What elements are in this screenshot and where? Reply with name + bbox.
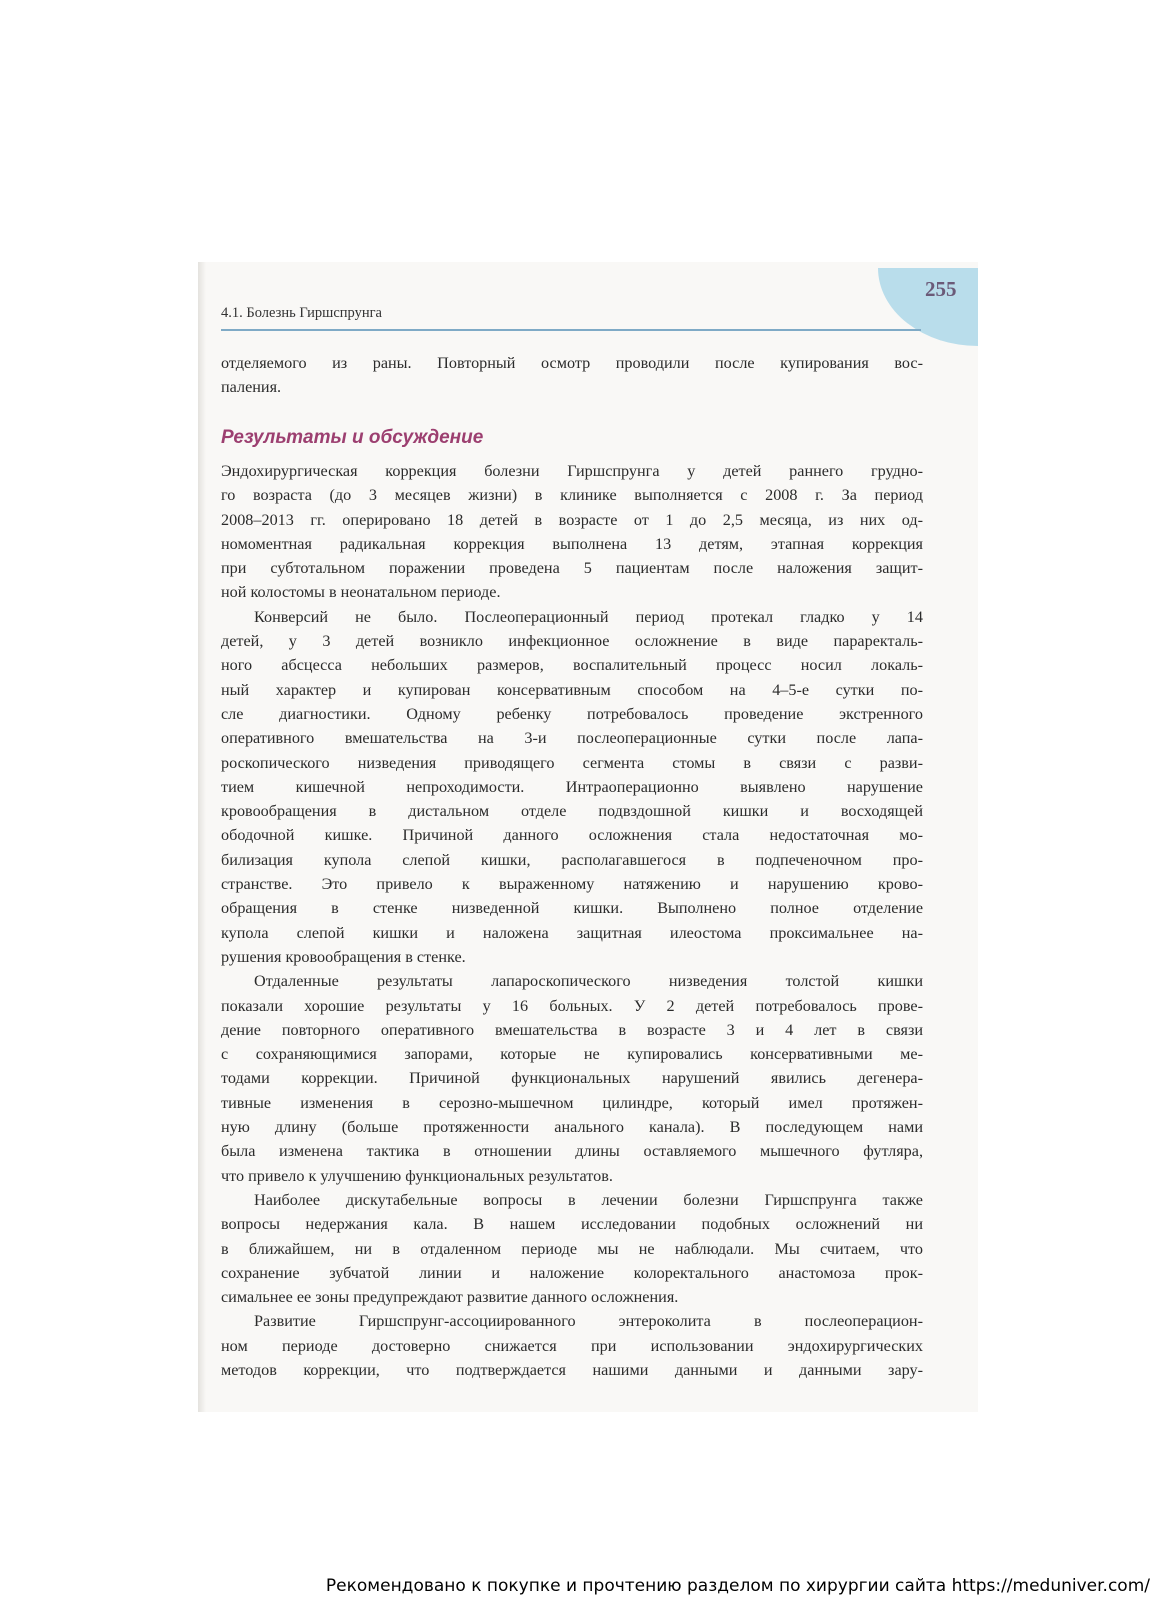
text-line: паления. — [221, 378, 282, 397]
page-number: 255 — [925, 277, 957, 301]
paragraph-5 — [221, 1309, 923, 1382]
paragraph-1 — [221, 459, 923, 605]
text-line: роскопического низведения приводящего сегмента стомы в связи с разви- — [221, 753, 923, 772]
text-line: сле диагностики. Одному ребенку потребовалось проведение экстренного — [221, 704, 923, 723]
footer-recommendation: Рекомендовано к покупке и прочтению разделом по хирургии сайта https://meduniver.com/ — [325, 1576, 1150, 1596]
text-line: Конверсий не было. Послеоперационный период протекал гладко у 14 — [254, 607, 923, 626]
text-line: Развитие Гиршспрунг-ассоциированного энтероколита в послеоперацион- — [254, 1312, 923, 1331]
running-header: 4.1. Болезнь Гиршспрунга — [221, 305, 382, 321]
text-line: ного абсцесса небольших размеров, воспалительный процесс носил локаль- — [221, 656, 923, 675]
text-line: го возраста (до 3 месяцев жизни) в клинике выполняется с 2008 г. За период — [221, 486, 923, 505]
text-line: билизация купола слепой кишки, располагавшегося в подпеченочном про- — [221, 850, 923, 869]
text-line: методов коррекции, что подтверждается нашими данными и данными зару- — [221, 1360, 923, 1379]
text-line: отделяемого из раны. Повторный осмотр проводили после купирования вос- — [221, 354, 923, 372]
text-line: ную длину (больше протяженности анального канала). В последующем нами — [221, 1118, 923, 1137]
text-line: обращения в стенке низведенной кишки. Выполнено полное отделение — [221, 899, 923, 918]
text-line: дение повторного оперативного вмешательства в возрасте 3 и 4 лет в связи — [221, 1020, 923, 1039]
section-heading: Результаты и обсуждение — [221, 427, 484, 448]
paragraph-3 — [221, 969, 923, 1188]
text-line: с сохраняющимися запорами, которые не купировались консервативными ме- — [221, 1045, 923, 1064]
text-line: симальнее ее зоны предупреждают развитие данного осложнения. — [221, 1288, 679, 1307]
intro-text — [221, 351, 923, 400]
text-line: странстве. Это привело к выраженному натяжению и нарушению крово- — [221, 875, 923, 894]
text-line: в ближайшем, ни в отдаленном периоде мы не наблюдали. Мы считаем, что — [221, 1239, 923, 1258]
text-line: рушения кровообращения в стенке. — [221, 947, 466, 966]
text-line: купола слепой кишки и наложена защитная илеостома проксимальнее на- — [221, 923, 923, 942]
text-line: 2008–2013 гг. оперировано 18 детей в возрасте от 1 до 2,5 месяца, из них од- — [221, 510, 923, 529]
text-line: Отдаленные результаты лапароскопического низведения толстой кишки — [254, 972, 923, 991]
text-line: что привело к улучшению функциональных результатов. — [221, 1166, 613, 1185]
text-line: детей, у 3 детей возникло инфекционное осложнение в виде параректаль- — [221, 632, 923, 651]
text-line: ободочной кишке. Причиной данного осложнения стала недостаточная мо- — [221, 826, 923, 845]
paragraph-4 — [221, 1188, 923, 1309]
text-line: Эндохирургическая коррекция болезни Гиршспрунга у детей раннего грудно- — [221, 462, 923, 480]
body-paragraphs — [221, 459, 923, 1382]
text-line: ном периоде достоверно снижается при использовании эндохирургических — [221, 1336, 923, 1355]
text-line: Наиболее дискутабельные вопросы в лечении болезни Гиршспрунга также — [254, 1190, 923, 1209]
header-rule — [221, 329, 921, 331]
text-line: тивные изменения в серозно-мышечном цилиндре, который имел протяжен- — [221, 1093, 923, 1112]
text-line: номоментная радикальная коррекция выполнена 13 детям, этапная коррекция — [221, 534, 923, 553]
text-line: при субтотальном поражении проведена 5 пациентам после наложения защит- — [221, 559, 923, 578]
text-line: ный характер и купирован консервативным способом на 4–5-е сутки по- — [221, 680, 923, 699]
text-line: тодами коррекции. Причиной функциональных нарушений явились дегенера- — [221, 1069, 923, 1088]
paragraph-2 — [221, 605, 923, 969]
text-line: сохранение зубчатой линии и наложение колоректального анастомоза прок- — [221, 1263, 923, 1282]
text-line: была изменена тактика в отношении длины оставляемого мышечного футляра, — [221, 1142, 923, 1161]
text-line: тием кишечной непроходимости. Интраоперационно выявлено нарушение — [221, 777, 923, 796]
page-binding-shadow — [198, 262, 206, 1412]
text-line: ной колостомы в неонатальном периоде. — [221, 583, 501, 602]
text-line: вопросы недержания кала. В нашем исследовании подобных осложнений ни — [221, 1215, 923, 1234]
text-line: показали хорошие результаты у 16 больных. У 2 детей потребовалось прове- — [221, 996, 923, 1015]
text-line: кровообращения в дистальном отделе подвздошной кишки и восходящей — [221, 802, 923, 821]
text-line: оперативного вмешательства на 3-и послеоперационные сутки после лапа- — [221, 729, 923, 748]
